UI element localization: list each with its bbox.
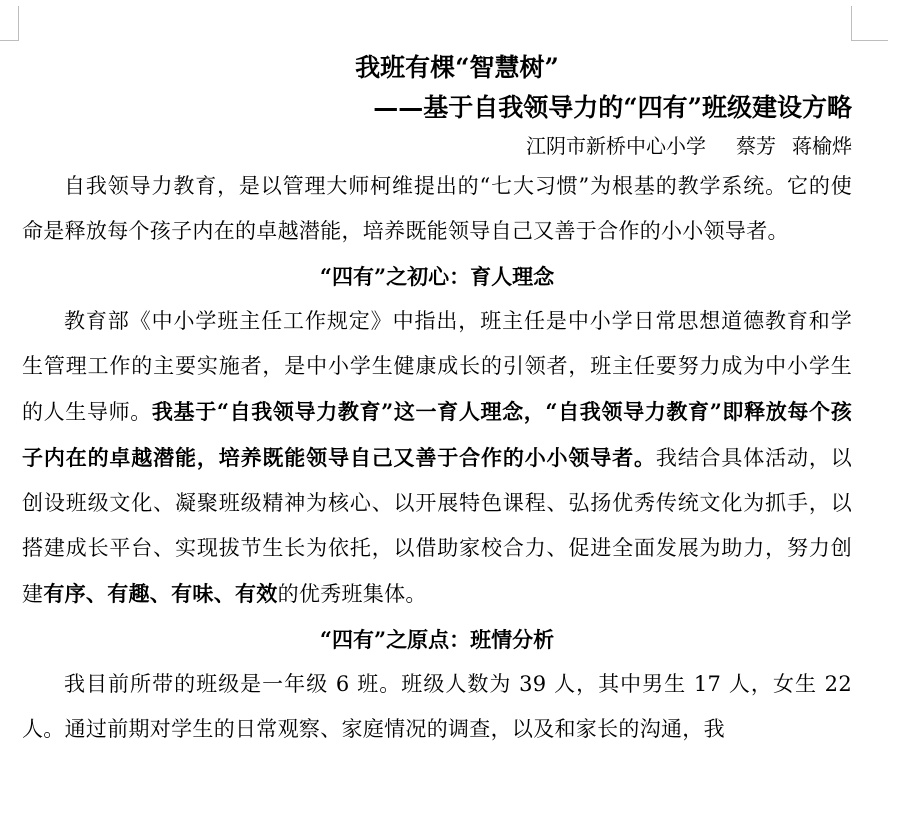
page-corner-mark-right: [851, 6, 888, 41]
author-name-2: 蒋榆烨: [792, 134, 852, 158]
section1-bold-text-2: 有序、有趣、有味、有效: [43, 581, 278, 606]
section1-bold-text: 我基于“自我领导力教育”这一育人理念，“自我领导力教育”即释放每个孩子内在的卓越潜能，培养既能领导自己又善于合作的小小领导者。: [22, 399, 852, 470]
page-corner-mark-left: [0, 6, 19, 41]
document-subtitle: ——基于自我领导力的“四有”班级建设方略: [373, 93, 852, 122]
section-heading-2: “四有”之原点：班情分析: [319, 627, 555, 652]
intro-paragraph: 自我领导力教育，是以管理大师柯维提出的“七大习惯”为根基的教学系统。它的使命是释放每个孩子内在的卓越潜能，培养既能领导自己又善于合作的小小领导者。: [22, 174, 852, 243]
author-line: [22, 128, 852, 164]
section1-text-b: 我结合具体活动，以创设班级文化、凝聚班级精神为核心、以开展特色课程、弘扬优秀传统文化为抓手，以搭建成长平台、实现拔节生长为依托，以借助家校合力、促进全面发展为助力，努力创建: [22, 446, 852, 606]
document-title: 我班有棵“智慧树”: [355, 53, 559, 82]
document-page: [22, 48, 852, 752]
section-heading-1: “四有”之初心：育人理念: [319, 264, 555, 289]
section2-paragraph: 我目前所带的班级是一年级 6 班。班级人数为 39 人，其中男生 17 人，女生 22 人。通过前期对学生的日常观察、家庭情况的调查，以及和家长的沟通，我: [22, 672, 852, 741]
author-school: 江阴市新桥中心小学: [526, 134, 706, 158]
author-name-1: 蔡芳: [736, 134, 776, 158]
section1-text-c: 的优秀班集体。: [277, 582, 427, 606]
section1-text-a: 教育部《中小学班主任工作规定》中指出，班主任是中小学日常思想道德教育和学生管理工作的主要实施者，是中小学生健康成长的引领者，班主任要努力成为中小学生的人生导师。: [22, 309, 852, 424]
section1-paragraph: [22, 299, 852, 617]
